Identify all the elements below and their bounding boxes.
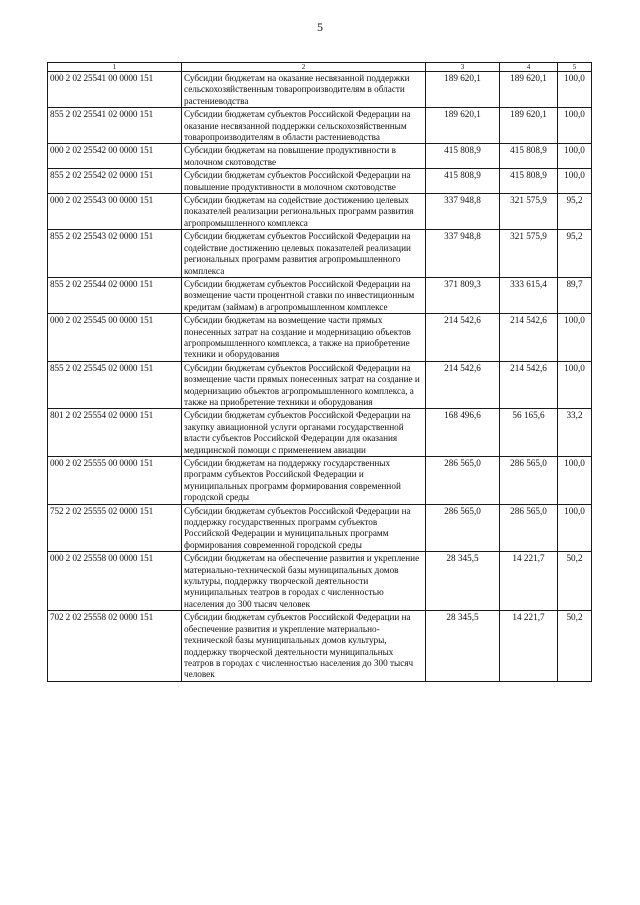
- plan-amount: 286 565,0: [426, 457, 500, 505]
- budget-code: 855 2 02 25545 02 0000 151: [48, 361, 182, 409]
- execution-percent: 100,0: [558, 144, 592, 169]
- fact-amount: 415 808,9: [500, 144, 558, 169]
- plan-amount: 168 496,6: [426, 409, 500, 457]
- plan-amount: 371 809,3: [426, 277, 500, 313]
- table-row: [48, 457, 592, 505]
- table-row: [48, 277, 592, 313]
- fact-amount: 286 565,0: [500, 504, 558, 552]
- budget-code: 000 2 02 25541 00 0000 151: [48, 72, 182, 108]
- budget-table: [47, 62, 592, 682]
- table-row: [48, 72, 592, 108]
- table-row: [48, 230, 592, 278]
- fact-amount: 333 615,4: [500, 277, 558, 313]
- plan-amount: 337 948,8: [426, 230, 500, 278]
- fact-amount: 286 565,0: [500, 457, 558, 505]
- table-body: [48, 72, 592, 682]
- budget-code: 000 2 02 25555 00 0000 151: [48, 457, 182, 505]
- execution-percent: 100,0: [558, 361, 592, 409]
- plan-amount: 28 345,5: [426, 611, 500, 681]
- budget-code: 000 2 02 25543 00 0000 151: [48, 194, 182, 230]
- fact-amount: 415 808,9: [500, 169, 558, 194]
- budget-code: 752 2 02 25555 02 0000 151: [48, 504, 182, 552]
- fact-amount: 56 165,6: [500, 409, 558, 457]
- execution-percent: 89,7: [558, 277, 592, 313]
- item-name: Субсидии бюджетам субъектов Российской Федерации на поддержку государственных программ субъектов Российской Федерации и муниципальных программ формирования современной городской среды: [182, 504, 426, 552]
- item-name: Субсидии бюджетам на поддержку государственных программ субъектов Российской Федерации и муниципальных программ формирования современной городской среды: [182, 457, 426, 505]
- execution-percent: 100,0: [558, 108, 592, 144]
- header-col-code: 1: [48, 63, 182, 72]
- item-name: Субсидии бюджетам на возмещение части прямых понесенных затрат на создание и модернизацию объектов агропромышленного комплекса, а также на приобретение техники и оборудования: [182, 314, 426, 362]
- execution-percent: 33,2: [558, 409, 592, 457]
- budget-code: 702 2 02 25558 02 0000 151: [48, 611, 182, 681]
- fact-amount: 321 575,9: [500, 230, 558, 278]
- fact-amount: 14 221,7: [500, 552, 558, 611]
- item-name: Субсидии бюджетам субъектов Российской Федерации на закупку авиационной услуги органами государственной власти субъектов Российской Федерации для оказания медицинской помощи с применением авиации: [182, 409, 426, 457]
- execution-percent: 50,2: [558, 552, 592, 611]
- header-col-percent: 5: [558, 63, 592, 72]
- item-name: Субсидии бюджетам на обеспечение развития и укрепление материально-технической базы муниципальных домов культуры, поддержку творческой деятельности муниципальных театров в городах с численностью населения до 300 тысяч человек: [182, 552, 426, 611]
- execution-percent: 100,0: [558, 169, 592, 194]
- header-col-name: 2: [182, 63, 426, 72]
- plan-amount: 214 542,6: [426, 361, 500, 409]
- plan-amount: 337 948,8: [426, 194, 500, 230]
- item-name: Субсидии бюджетам на содействие достижению целевых показателей реализации региональных программ развития агропромышленного комплекса: [182, 194, 426, 230]
- item-name: Субсидии бюджетам субъектов Российской Федерации на оказание несвязанной поддержки сельскохозяйственным товаропроизводителям в области растениеводства: [182, 108, 426, 144]
- execution-percent: 100,0: [558, 504, 592, 552]
- execution-percent: 100,0: [558, 72, 592, 108]
- table-row: [48, 194, 592, 230]
- table-row: [48, 108, 592, 144]
- plan-amount: 189 620,1: [426, 72, 500, 108]
- execution-percent: 95,2: [558, 230, 592, 278]
- budget-code: 801 2 02 25554 02 0000 151: [48, 409, 182, 457]
- budget-code: 855 2 02 25544 02 0000 151: [48, 277, 182, 313]
- item-name: Субсидии бюджетам субъектов Российской Федерации на обеспечение развития и укрепление материально-технической базы муниципальных домов культуры, поддержку творческой деятельности муниципальных театров в городах с численностью населения до 300 тысяч человек: [182, 611, 426, 681]
- fact-amount: 214 542,6: [500, 314, 558, 362]
- header-row: [48, 63, 592, 72]
- budget-code: 000 2 02 25542 00 0000 151: [48, 144, 182, 169]
- fact-amount: 14 221,7: [500, 611, 558, 681]
- plan-amount: 286 565,0: [426, 504, 500, 552]
- table-header: [48, 63, 592, 72]
- fact-amount: 189 620,1: [500, 108, 558, 144]
- fact-amount: 214 542,6: [500, 361, 558, 409]
- item-name: Субсидии бюджетам субъектов Российской Федерации на возмещение части процентной ставки по инвестиционным кредитам (займам) в агропромышленном комплексе: [182, 277, 426, 313]
- execution-percent: 50,2: [558, 611, 592, 681]
- budget-code: 855 2 02 25543 02 0000 151: [48, 230, 182, 278]
- table-row: [48, 504, 592, 552]
- table-row: [48, 409, 592, 457]
- plan-amount: 415 808,9: [426, 169, 500, 194]
- plan-amount: 189 620,1: [426, 108, 500, 144]
- table-row: [48, 169, 592, 194]
- table-row: [48, 611, 592, 681]
- table-row: [48, 314, 592, 362]
- plan-amount: 214 542,6: [426, 314, 500, 362]
- plan-amount: 415 808,9: [426, 144, 500, 169]
- plan-amount: 28 345,5: [426, 552, 500, 611]
- execution-percent: 95,2: [558, 194, 592, 230]
- table-row: [48, 361, 592, 409]
- budget-code: 855 2 02 25542 02 0000 151: [48, 169, 182, 194]
- item-name: Субсидии бюджетам на повышение продуктивности в молочном скотоводстве: [182, 144, 426, 169]
- header-col-fact: 4: [500, 63, 558, 72]
- item-name: Субсидии бюджетам на оказание несвязанной поддержки сельскохозяйственным товаропроизводителям в области растениеводства: [182, 72, 426, 108]
- table-row: [48, 552, 592, 611]
- table-row: [48, 144, 592, 169]
- execution-percent: 100,0: [558, 314, 592, 362]
- fact-amount: 189 620,1: [500, 72, 558, 108]
- item-name: Субсидии бюджетам субъектов Российской Федерации на возмещение части прямых понесенных затрат на создание и модернизацию объектов агропромышленного комплекса, а также на приобретение техники и оборудования: [182, 361, 426, 409]
- page-number: 5: [317, 20, 323, 34]
- execution-percent: 100,0: [558, 457, 592, 505]
- budget-code: 000 2 02 25558 00 0000 151: [48, 552, 182, 611]
- budget-code: 855 2 02 25541 02 0000 151: [48, 108, 182, 144]
- budget-code: 000 2 02 25545 00 0000 151: [48, 314, 182, 362]
- item-name: Субсидии бюджетам субъектов Российской Федерации на повышение продуктивности в молочном скотоводстве: [182, 169, 426, 194]
- fact-amount: 321 575,9: [500, 194, 558, 230]
- item-name: Субсидии бюджетам субъектов Российской Федерации на содействие достижению целевых показателей реализации региональных программ развития агропромышленного комплекса: [182, 230, 426, 278]
- header-col-plan: 3: [426, 63, 500, 72]
